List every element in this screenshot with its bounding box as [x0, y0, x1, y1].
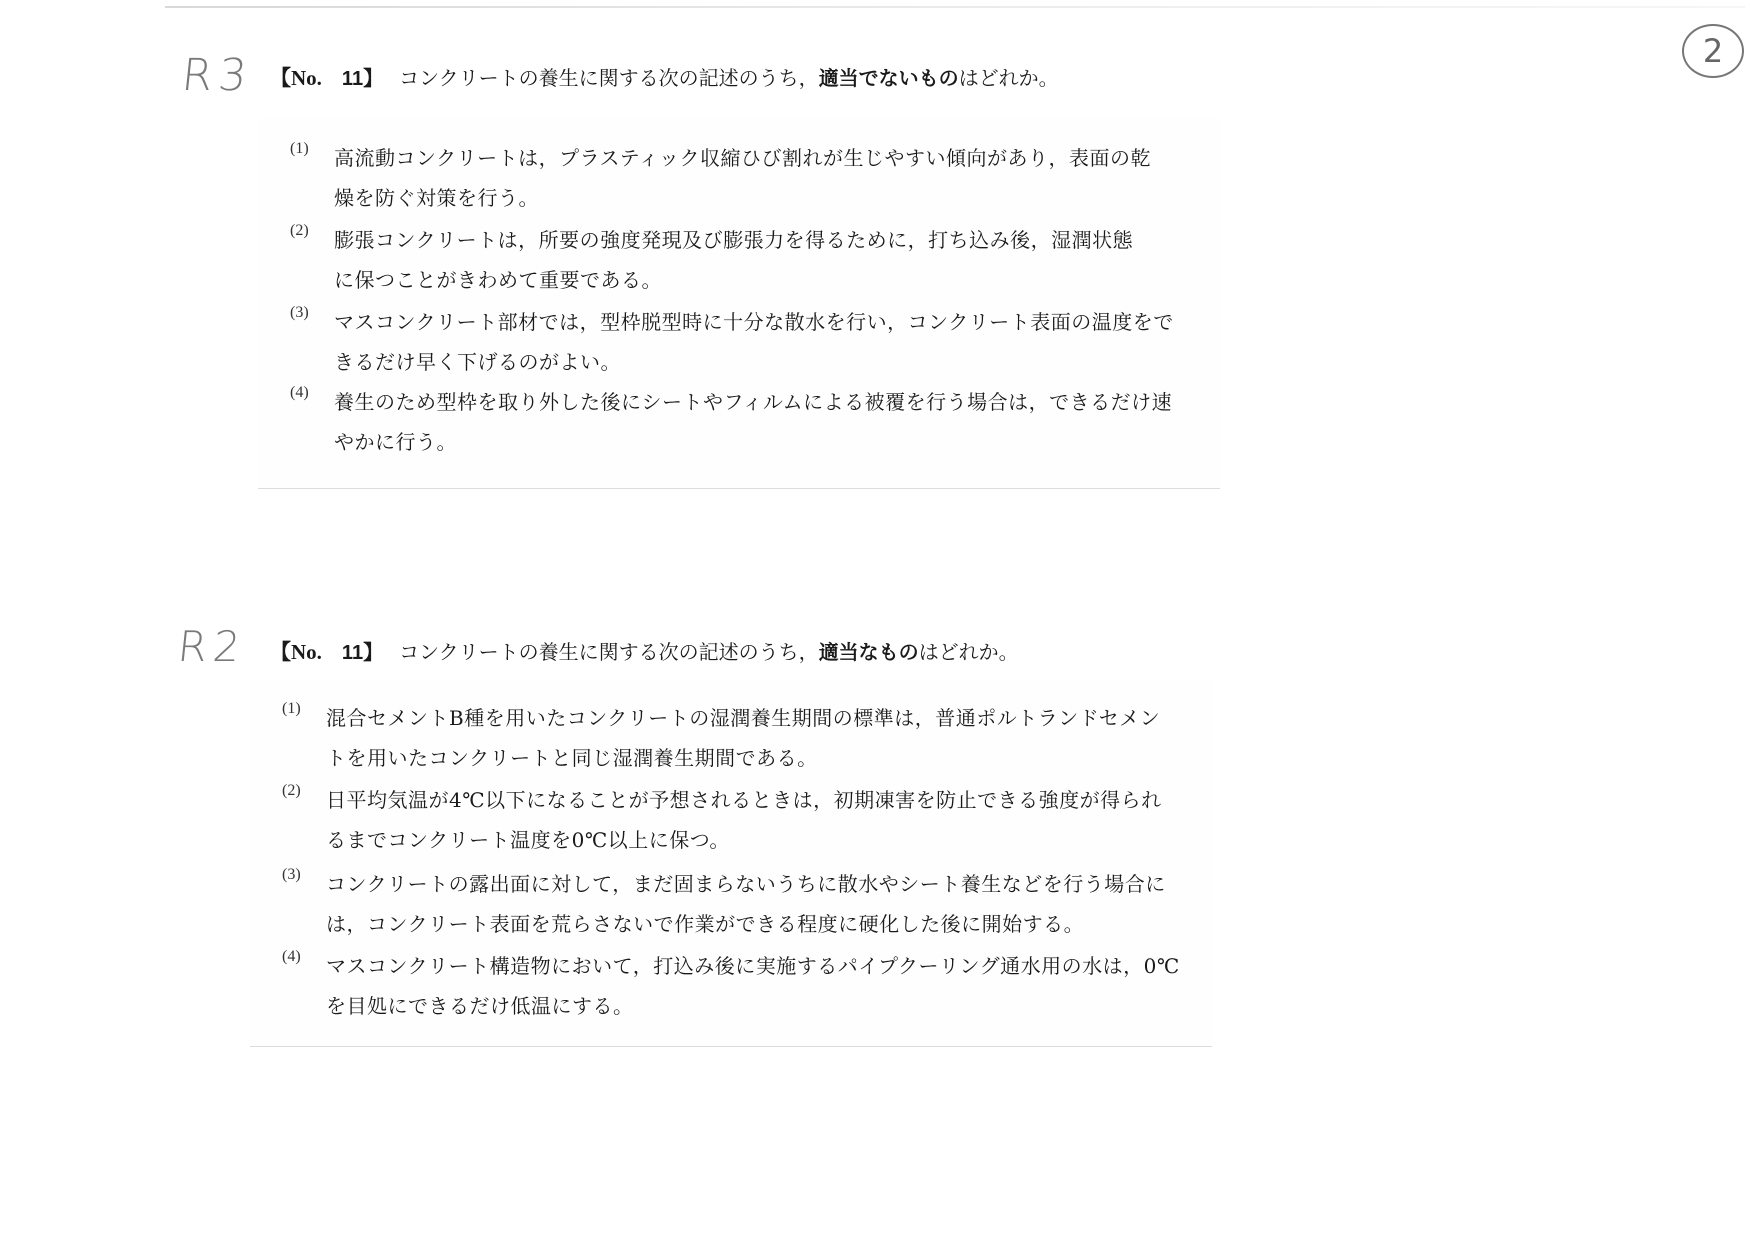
option-line: は，コンクリート表面を荒らさないで作業ができる程度に硬化した後に開始する。 — [326, 912, 1085, 936]
question-stem-emphasis: 適当なもの — [818, 640, 919, 664]
option-line: マスコンクリート構造物において，打込み後に実施するパイプクーリング通水用の水は，0℃ — [326, 954, 1180, 978]
question-stem: コンクリートの養生に関する次の記述のうち， — [399, 640, 819, 664]
options-block — [258, 118, 1220, 489]
option-line: トを用いたコンクリートと同じ湿潤養生期間である。 — [326, 746, 818, 770]
question-number-prefix: 【No. — [270, 640, 322, 664]
question-header — [270, 62, 1059, 92]
scan-top-edge — [165, 6, 1745, 8]
option-label: (1) — [282, 700, 301, 717]
options-block — [250, 680, 1212, 1047]
option-label: (2) — [282, 782, 301, 799]
option-label: (3) — [290, 304, 309, 321]
option-text — [334, 138, 1206, 218]
question-stem-end: はどれか。 — [918, 640, 1019, 664]
option-line: きるだけ早く下げるのがよい。 — [334, 350, 621, 374]
option-line: 膨張コンクリートは，所要の強度発現及び膨張力を得るために，打ち込み後，湿潤状態 — [334, 228, 1134, 252]
option-label: (2) — [290, 222, 309, 239]
option-line: を目処にできるだけ低温にする。 — [326, 994, 634, 1018]
question-stem-emphasis: 適当でないもの — [818, 66, 959, 90]
handwritten-year-note: R2 — [175, 622, 249, 671]
question-number-prefix: 【No. — [270, 66, 322, 90]
option-text — [334, 382, 1206, 462]
option-label: (4) — [290, 384, 309, 401]
option-label: (3) — [282, 866, 301, 883]
option-line: 混合セメントB種を用いたコンクリートの湿潤養生期間の標準は，普通ポルトランドセメン — [326, 706, 1161, 730]
option-line: やかに行う。 — [334, 430, 457, 454]
option-line: コンクリートの露出面に対して，まだ固まらないうちに散水やシート養生などを行う場合に — [326, 872, 1166, 896]
option-line: 燥を防ぐ対策を行う。 — [334, 186, 539, 210]
option-line: に保つことがきわめて重要である。 — [334, 268, 662, 292]
option-line: 養生のため型枠を取り外した後にシートやフィルムによる被覆を行う場合は，できるだけ速 — [334, 390, 1173, 414]
option-line: 日平均気温が4℃以下になることが予想されるときは，初期凍害を防止できる強度が得られ — [326, 788, 1162, 812]
option-text — [326, 780, 1198, 860]
option-text — [326, 864, 1198, 944]
option-text — [334, 220, 1206, 300]
question-stem-end: はどれか。 — [958, 66, 1059, 90]
option-text — [326, 698, 1198, 778]
option-label: (1) — [290, 140, 309, 157]
option-line: 高流動コンクリートは，プラスティック収縮ひび割れが生じやすい傾向があり，表面の乾 — [334, 146, 1151, 170]
question-header — [270, 636, 1019, 666]
question-number: 11】 — [341, 642, 384, 664]
page-number: 2 — [1702, 32, 1724, 70]
option-line: るまでコンクリート温度を0℃以上に保つ。 — [326, 828, 730, 852]
question-number: 11】 — [341, 68, 384, 90]
option-text — [326, 946, 1198, 1026]
question-stem: コンクリートの養生に関する次の記述のうち， — [399, 66, 819, 90]
option-label: (4) — [282, 948, 301, 965]
option-text — [334, 302, 1206, 382]
page-number-circle — [1682, 24, 1744, 78]
handwritten-year-note: R3 — [179, 50, 256, 101]
option-line: マスコンクリート部材では，型枠脱型時に十分な散水を行い，コンクリート表面の温度をで — [334, 310, 1174, 334]
